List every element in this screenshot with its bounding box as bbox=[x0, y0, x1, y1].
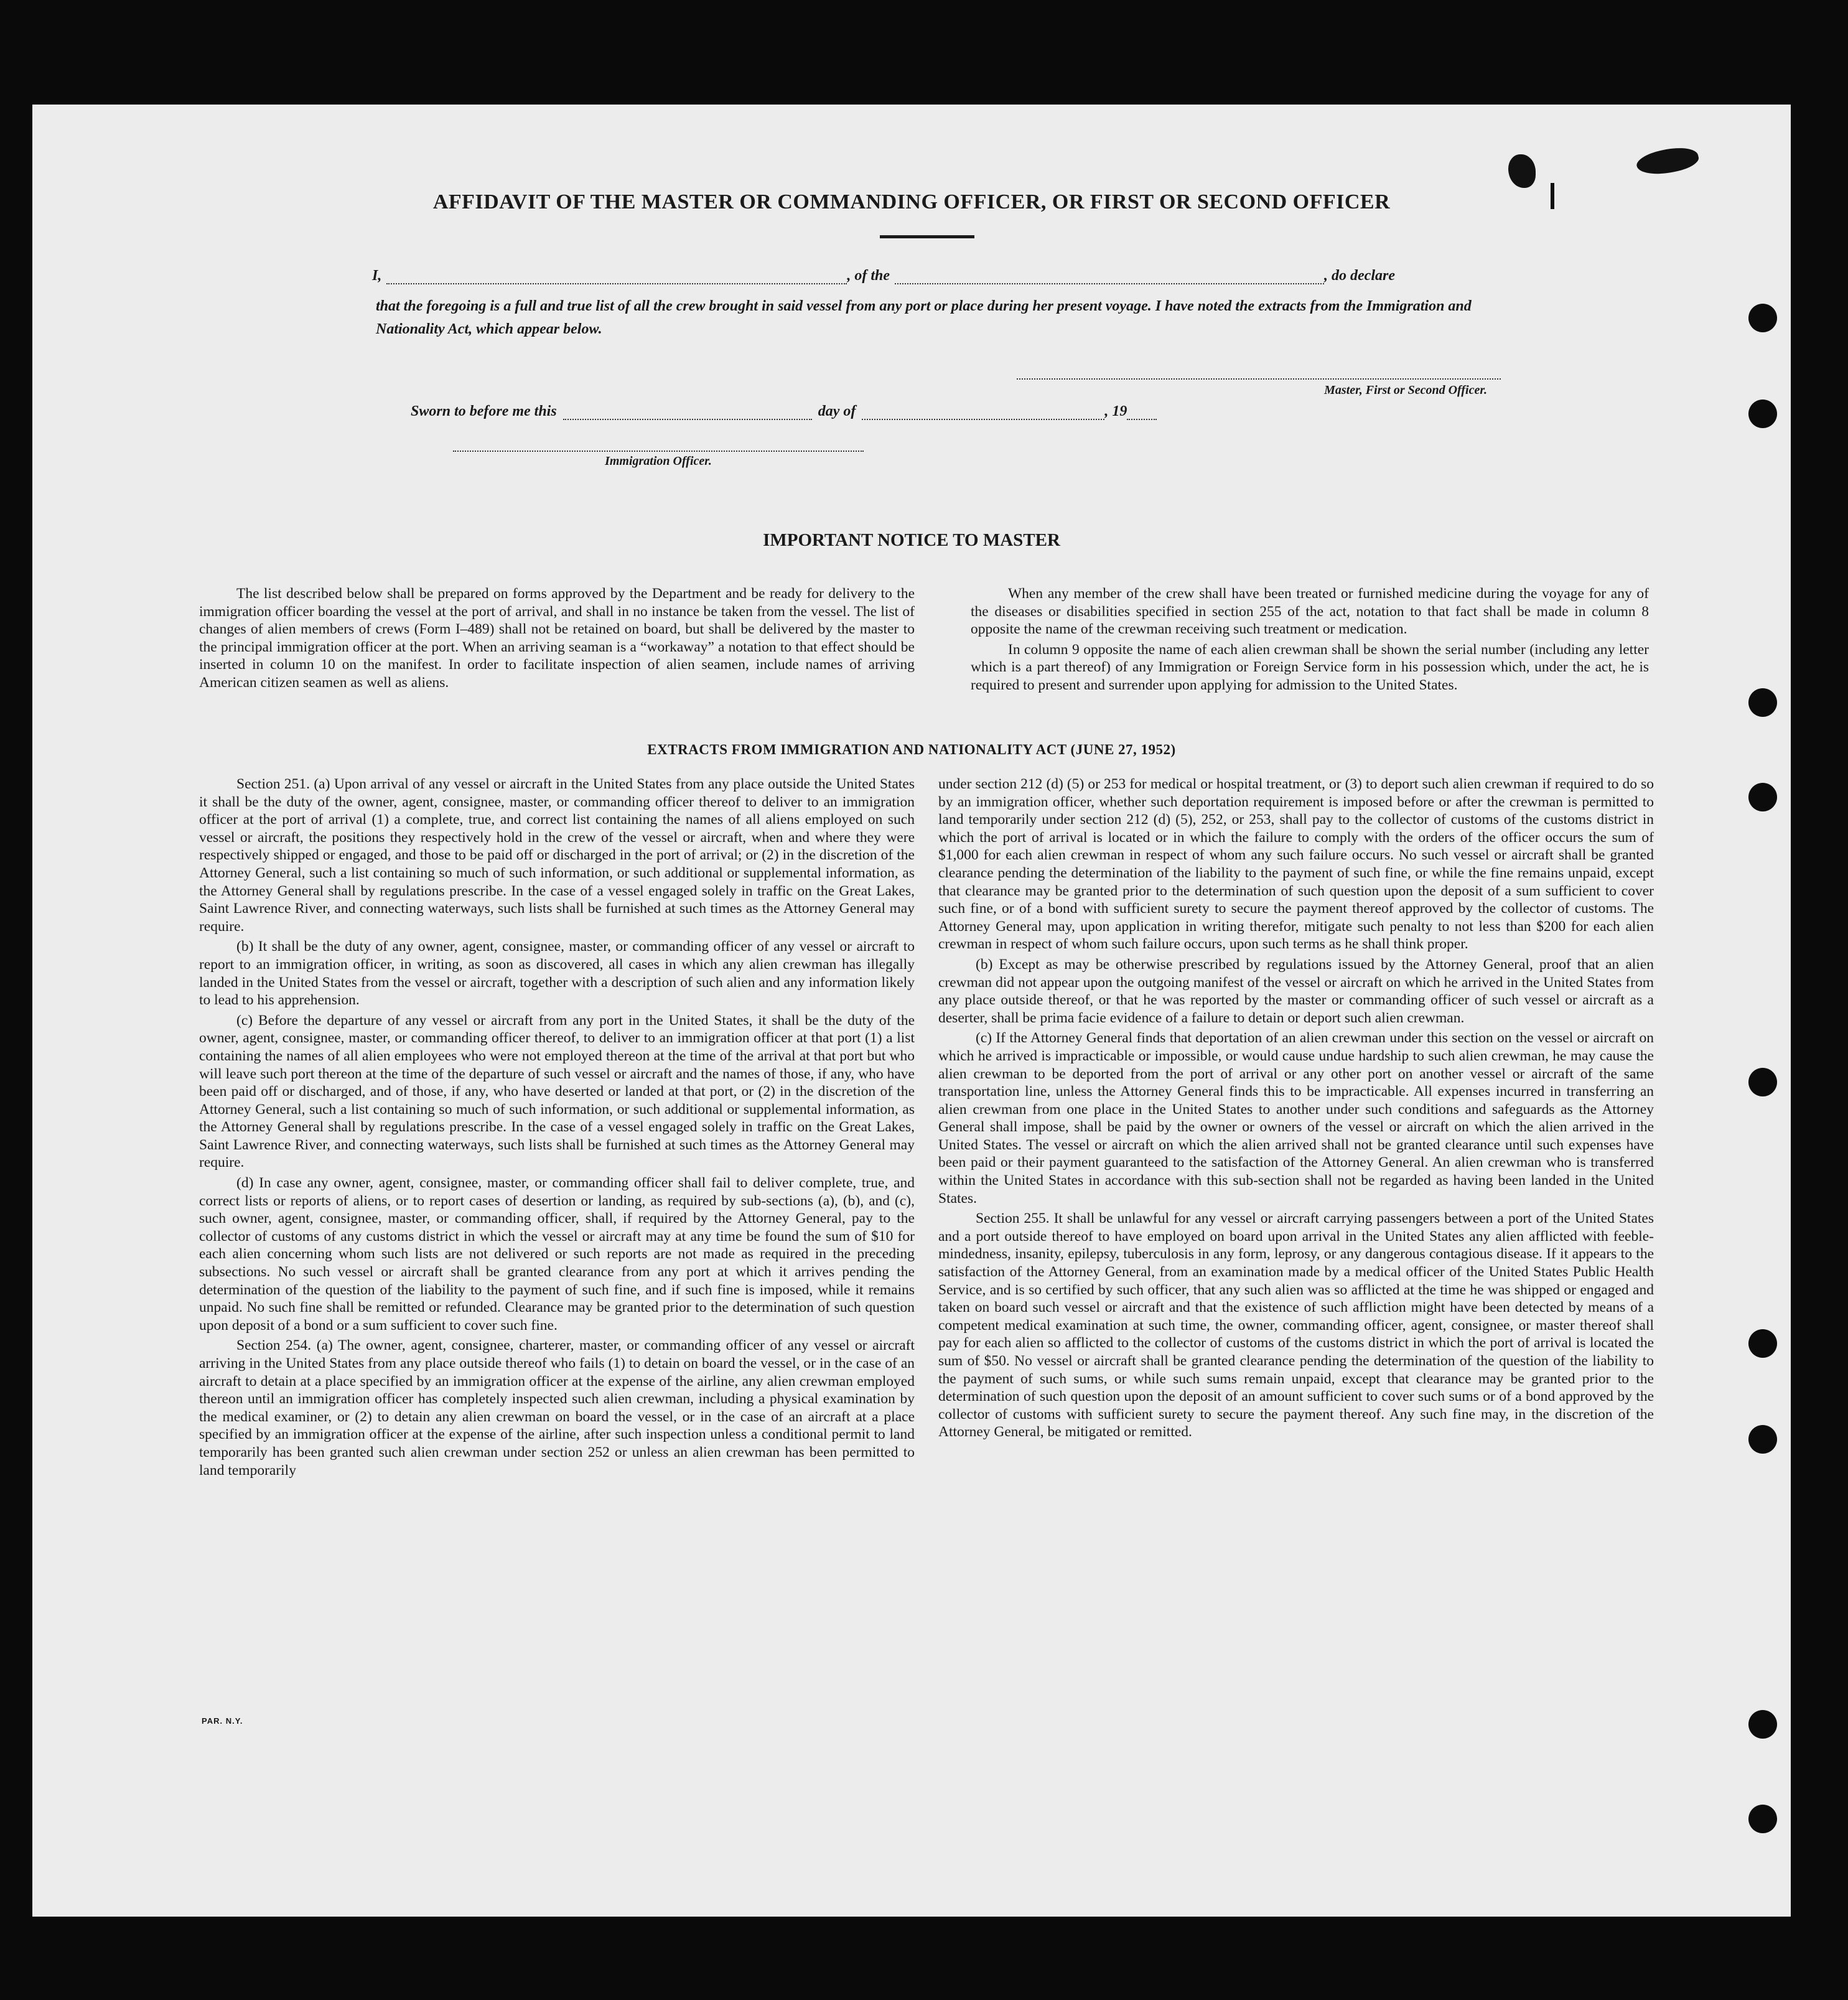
sworn-day-field[interactable] bbox=[563, 405, 812, 420]
section-254-a-continued: under section 212 (d) (5) or 253 for medical or hospital treatment, or (3) to deport such alien crewman if required to do so by an immigration officer, whether such deportation requirement is imposed before or after the crewman is permitted to land temporarily under section 212 (d) (5), 252, or 253, shall pay to the collector of customs of the customs district in which the port of arrival is located or in which the failure to comply with the orders of the officer occurs the sum of $1,000 for each alien crewman in respect of whom any such failure occurs. No such vessel or aircraft shall be granted clearance pending the determination of the liability to the payment of such fine, or while the fine remains unpaid, except that clearance may be granted prior to the determination of such question upon the deposit of a sum sufficient to cover such fine, or of a bond with sufficient surety to secure the payment thereof approved by the collector of customs. The Attorney General may, upon application in writing therefor, mitigate such penalty to not less than $200 for each alien crewman in respect of whom such failure occurs, upon such terms as he shall think proper. bbox=[938, 776, 1654, 953]
extracts-left-column bbox=[199, 775, 915, 1479]
declaration-i-label: I, bbox=[372, 268, 382, 284]
section-251-b: (b) It shall be the duty of any owner, agent, consignee, master, or commanding officer of any vessel or aircraft to report to an immigration officer, in writing, as soon as discovered, all cases in which any alien crewman has illegally landed in the United States from the vessel or aircraft, together with a description of such alien and any information likely to lead to his apprehension. bbox=[199, 938, 915, 1009]
notice-title: IMPORTANT NOTICE TO MASTER bbox=[763, 530, 1060, 550]
section-251-a: Section 251. (a) Upon arrival of any vessel or aircraft in the United States from any place outside the United States it shall be the duty of the owner, agent, consignee, master, or commanding officer thereof to deliver to an immigration officer at the port of arrival (1) a complete, true, and correct list containing the names of all aliens employed on such vessel or aircraft, the positions they respectively hold in the crew of the vessel or aircraft, when and where they were respectively shipped or engaged, and those to be paid off or discharged in the port of arrival; or (2) in the discretion of the Attorney General, such a list containing so much of such information, or such additional or supplemental information, as the Attorney General shall by regulations prescribe. In the case of a vessel engaged solely in traffic on the Great Lakes, Saint Lawrence River, and connecting waterways, such lists shall be furnished at such times as the Attorney General may require. bbox=[199, 776, 915, 935]
section-251-d: (d) In case any owner, agent, consignee, master, or commanding officer shall fail to deliver complete, true, and correct lists or reports of aliens, or to report cases of desertion or landing, as required by sub-sections (a), (b), and (c), such owner, agent, consignee, master, or commanding officer, shall, if required by the Attorney General, pay to the collector of customs of any customs district in which the vessel or aircraft may at any time be found the sum of $10 for each alien concerning whom such lists are not delivered or such reports are not made as required in the preceding subsections. No such vessel or aircraft shall be granted clearance from any port at which it arrives pending the determination of the question of the liability to the payment of such fine, and if such fine is imposed, while it remains unpaid. No such fine shall be remitted or refunded. Clearance may be granted prior to the determination of such question upon deposit of a bond or a sum sufficient to cover such fine. bbox=[199, 1175, 915, 1334]
section-251-c: (c) Before the departure of any vessel or aircraft from any port in the United States, it shall be the duty of the owner, agent, consignee, master, or commanding officer thereof, to deliver to an immigration officer at that port (1) a list containing the names of all alien employees who were not employed thereon at the time of the arrival at that port but who will leave such port thereon at the time of the departure of such vessel or aircraft and the names of those, if any, who have been paid off or discharged, and of those, if any, who have deserted or landed at that port, or (2) in the discretion of the Attorney General, such a list containing so much of such information, or such additional or supplemental information, as the Attorney General shall by regulations prescribe. In the case of a vessel engaged solely in traffic on the Great Lakes, Saint Lawrence River, and connecting waterways, such lists shall be furnished at such times as the Attorney General may require. bbox=[199, 1012, 915, 1171]
ink-blot-right bbox=[1635, 143, 1701, 179]
printer-mark: PAR. N.Y. bbox=[202, 1716, 243, 1726]
section-254-c: (c) If the Attorney General finds that deportation of an alien crewman under this section on the vessel or aircraft on which he arrived is impracticable or impossible, or would cause undue hardship to such alien crewman, he may cause the alien crewman to be deported from the port of arrival or any other port on another vessel or aircraft of the same transportation line, unless the Attorney General finds this to be impracticable. All expenses incurred in transferring an alien crewman from one place in the United States to another under such conditions and safeguards as the Attorney General shall impose, shall be paid by the owner or owners of the vessel or aircraft on which the alien arrived in the United States. The vessel or aircraft on which the alien arrived shall not be granted clearance until such expenses have been paid or their payment guaranteed to the satisfaction of the Attorney General. An alien crewman who is transferred within the United States in accordance with this sub-section shall not be regarded as having been landed in the United States. bbox=[938, 1030, 1654, 1207]
name-field[interactable] bbox=[386, 269, 847, 284]
notice-right-column bbox=[971, 585, 1649, 694]
immigration-officer-signature-line[interactable] bbox=[453, 451, 864, 452]
notice-left-column bbox=[199, 585, 915, 692]
binder-hole bbox=[1748, 688, 1777, 717]
sworn-line bbox=[411, 403, 1282, 420]
declaration-line bbox=[372, 268, 1536, 284]
sworn-month-field[interactable] bbox=[862, 405, 1104, 420]
section-255: Section 255. It shall be unlawful for any vessel or aircraft carrying passengers between a port of the United States and a port outside thereof to have employed on board upon arrival in the United States any alien afflicted with feeble-mindedness, insanity, epilepsy, tuberculosis in any form, leprosy, or any dangerous contagious disease. If it appears to the satisfaction of the Attorney General, from an examination made by a medical officer of the United States Public Health Service, and is so certified by such officer, that any such alien was so afflicted at the time he was shipped or engaged and taken on board such vessel or aircraft and that the existence of such affliction might have been detected by means of a competent medical examination at such time, the owner, commanding officer, agent, consignee, or master thereof shall pay for each alien so afflicted to the collector of customs of the customs district in which the port of arrival is located the sum of $50. No vessel or aircraft shall be granted clearance pending the determination of the question of the liability to the payment of such sums, or while such sums remain unpaid, except that clearance may be granted prior to the determination of such question upon the deposit of an amount sufficient to cover such sums or of a bond approved by the collector of customs with sufficient surety to secure the payment thereof. Any such fine may, in the discretion of the Attorney General, be mitigated or remitted. bbox=[938, 1210, 1654, 1441]
affidavit-title: AFFIDAVIT OF THE MASTER OR COMMANDING OFFICER, OR FIRST OR SECOND OFFICER bbox=[432, 190, 1391, 213]
immigration-officer-label: Immigration Officer. bbox=[605, 454, 712, 468]
binder-hole bbox=[1748, 400, 1777, 428]
declaration-of-the-label: , of the bbox=[847, 268, 890, 284]
notice-paragraph: In column 9 opposite the name of each alien crewman shall be shown the serial number (including any letter which is a part thereof) of any Immigration or Foreign Service form in his possession which, under the act, he is required to present and surrender upon applying for admission to the United States. bbox=[971, 641, 1649, 693]
section-254-a: Section 254. (a) The owner, agent, consignee, charterer, master, or commanding officer of any vessel or aircraft arriving in the United States from any place outside thereof who fails (1) to detain on board the vessel, or in the case of an aircraft to detain at a place specified by an immigration officer at the expense of the airline, any alien crewman employed thereon until an immigration officer has completely inspected such alien crewman, including a physical examination by the medical examiner, or (2) to detain any alien crewman on board the vessel, or in the case of an aircraft at a place specified by an immigration officer at the expense of the airline, after such inspection unless a conditional permit to land temporarily has been granted such alien crewman under section 252 or unless an alien crewman has been permitted to land temporarily bbox=[199, 1337, 915, 1479]
sworn-day-of-label: day of bbox=[818, 403, 856, 419]
declaration-text: that the foregoing is a full and true list of all the crew brought in said vessel from any port or place during her present voyage. I have noted the extracts from the Immigration and Nationality Act, which appear below. bbox=[376, 298, 1472, 337]
binder-hole bbox=[1748, 1710, 1777, 1739]
binder-hole bbox=[1748, 1425, 1777, 1454]
title-rule bbox=[880, 235, 974, 238]
binder-hole bbox=[1748, 1329, 1777, 1358]
sworn-year-field[interactable] bbox=[1127, 405, 1157, 420]
sworn-prefix: Sworn to before me this bbox=[411, 403, 557, 419]
ink-blot-left bbox=[1508, 154, 1536, 188]
extracts-right-column bbox=[938, 775, 1654, 1441]
form-sheet bbox=[32, 105, 1791, 1917]
vessel-field[interactable] bbox=[895, 269, 1324, 284]
extracts-title: EXTRACTS FROM IMMIGRATION AND NATIONALITY ACT (JUNE 27, 1952) bbox=[647, 742, 1176, 757]
notice-paragraph: The list described below shall be prepared on forms approved by the Department and be ready for delivery to the immigration officer boarding the vessel at the port of arrival, and shall in no instance be taken from the vessel. The list of changes of alien members of crews (Form I–489) shall not be retained on board, but shall be delivered by the master to the principal immigration officer at the port. When an arriving seaman is a “workaway” a notation to that effect should be inserted in column 10 on the manifest. In order to facilitate inspection of alien seamen, include names of arriving American citizen seamen as well as aliens. bbox=[199, 586, 915, 691]
sworn-year-label: , 19 bbox=[1104, 403, 1127, 419]
master-signature-line[interactable] bbox=[1017, 378, 1501, 380]
master-signature-label: Master, First or Second Officer. bbox=[1324, 383, 1487, 397]
binder-hole bbox=[1748, 1068, 1777, 1096]
binder-hole bbox=[1748, 304, 1777, 332]
declaration-declare-label: , do declare bbox=[1324, 268, 1395, 284]
notice-paragraph: When any member of the crew shall have been treated or furnished medicine during the voyage for any of the diseases or disabilities specified in section 255 of the act, notation to that fact shall be made in column 8 opposite the name of the crewman receiving such treatment or medication. bbox=[971, 586, 1649, 638]
binder-hole bbox=[1748, 1805, 1777, 1833]
binder-hole bbox=[1748, 783, 1777, 811]
section-254-b: (b) Except as may be otherwise prescribed by regulations issued by the Attorney General, proof that an alien crewman did not appear upon the outgoing manifest of the vessel or aircraft on which he arrived in the United States from any place outside thereof, or that he was reported by the master or commanding officer of such vessel or aircraft as a deserter, shall be prima facie evidence of a failure to detain or deport such alien crewman. bbox=[938, 956, 1654, 1026]
